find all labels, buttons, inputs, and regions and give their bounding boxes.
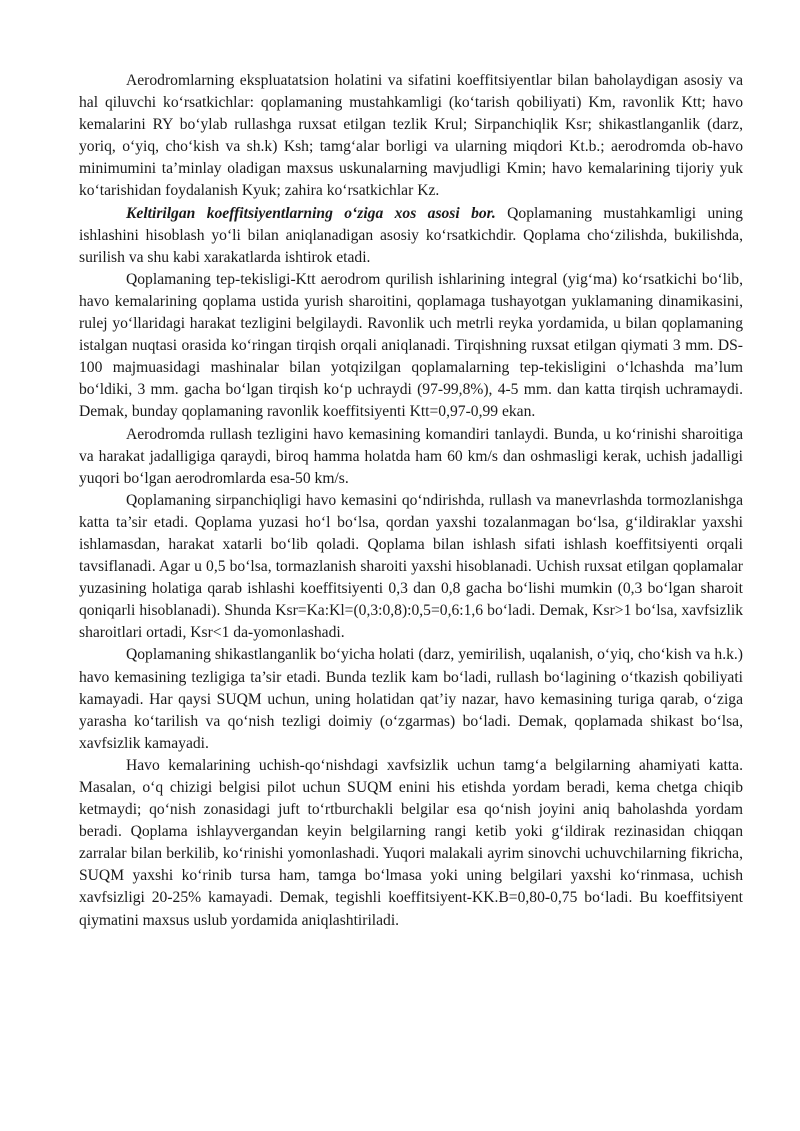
paragraph-5 xyxy=(79,490,743,645)
paragraph-2-lead: Keltirilgan koeffitsiyentlarning o‘ziga xos asosi bor. xyxy=(126,204,496,222)
paragraph-1 xyxy=(79,70,743,203)
paragraph-4-text: Aerodromda rullash tezligini havo kemasining komandiri tanlaydi. Bunda, u ko‘rinishi sharoitiga va harakat jadalligiga qaraydi, biroq hamma holatda ham 60 km/s dan oshmasligi kerak, uchish jadalligi yuqori bo‘lgan aerodromlarda esa-50 km/s. xyxy=(79,425,743,487)
paragraph-3-text: Qoplamaning tep-tekisligi-Ktt aerodrom qurilish ishlarining integral (yig‘ma) ko‘rsatkichi bo‘lib, havo kemalarining qoplama ustida yurish sharoitini, qoplamaga tushayotgan yuklamaning dinamikasini, rulej yo‘llaridagi harakat tezligini belgilaydi. Ravonlik uch metrli reyka yordamida, u bilan qoplamaning istalgan nuqtasi orasida ko‘ringan tirqish orqali aniqlanadi. Tirqishning ruxsat etilgan qiymati 3 mm. DS-100 majmuasidagi mashinalar bilan yotqizilgan qoplamalarning tep-tekisligini o‘lchashda ma’lum bo‘ldiki, 3 mm. gacha bo‘lgan tirqish ko‘p uchraydi (97-99,8%), 4-5 mm. dan katta tirqish uchramaydi. Demak, bunday qoplamaning ravonlik koeffitsiyenti Ktt=0,97-0,99 ekan. xyxy=(79,270,743,421)
paragraph-3 xyxy=(79,269,743,424)
paragraph-5-text: Qoplamaning sirpanchiqligi havo kemasini qo‘ndirishda, rullash va manevrlashda tormozlanishga katta ta’sir etadi. Qoplama yuzasi ho‘l bo‘lsa, qordan yaxshi tozalanmagan bo‘lsa, g‘ildiraklar yaxshi ishlamasdan, harakat xatarli bo‘lib qoladi. Qoplama bilan ishlash sifati ishlash koeffitsiyenti orqali tavsiflanadi. Agar u 0,5 bo‘lsa, tormazlanish sharoiti yaxshi hisoblanadi. Uchish ruxsat etilgan qoplamalar yuzasining holatiga qarab ishlashi koeffitsiyenti 0,3 dan 0,8 gacha bo‘lishi mumkin (0,3 bo‘lgan sharoit qoniqarli hisoblanadi). Shunda Ksr=Ka:Kl=(0,3:0,8):0,5=0,6:1,6 bo‘ladi. Demak, Ksr>1 bo‘lsa, xavfsizlik sharoitlari ortadi, Ksr<1 da-yomonlashadi. xyxy=(79,491,743,642)
paragraph-6 xyxy=(79,644,743,754)
paragraph-1-text: Aerodromlarning ekspluatatsion holatini va sifatini koeffitsiyentlar bilan baholaydigan asosiy va hal qiluvchi ko‘rsatkichlar: qoplamaning mustahkamligi (ko‘tarish qobiliyati) Km, ravonlik Ktt; havo kemalarini RY bo‘ylab rullashga ruxsat etilgan tezlik Krul; Sirpanchiqlik Ksr; shikastlanganlik (darz, yoriq, o‘yiq, cho‘kish va sh.k) Ksh; tamg‘alar borligi va ularning miqdori Kt.b.; aerodromda ob-havo minimumini ta’minlay oladigan maxsus uskunalarning mavjudligi Kmin; havo kemalarining tijoriy yuk ko‘tarishidan foydalanish Kyuk; zahira ko‘rsatkichlar Kz. xyxy=(79,72,743,200)
paragraph-7 xyxy=(79,755,743,932)
paragraph-2 xyxy=(79,203,743,269)
paragraph-4 xyxy=(79,424,743,490)
paragraph-2-text: Qoplamaning mustahkamligi uning ishlashini hisoblash yo‘li bilan aniqlanadigan asosiy ko‘rsatkichdir. Qoplama cho‘zilishda, bukilishda, surilish va shu kabi xarakatlarda ishtirok etadi. xyxy=(79,204,743,266)
document-page xyxy=(79,70,743,932)
paragraph-6-text: Qoplamaning shikastlanganlik bo‘yicha holati (darz, yemirilish, uqalanish, o‘yiq, cho‘kish va h.k.) havo kemasining tezligiga ta’sir etadi. Bunda tezlik kam bo‘ladi, rullash bo‘lagining o‘tkazish qobiliyati kamayadi. Har qaysi SUQM uchun, uning holatidan qat’iy nazar, havo kemasining turiga qarab, o‘ziga yarasha ko‘tarilish va qo‘nish tezligi doimiy (o‘zgarmas) bo‘ladi. Demak, qoplamada shikast bo‘lsa, xavfsizlik kamayadi. xyxy=(79,646,743,752)
paragraph-7-text: Havo kemalarining uchish-qo‘nishdagi xavfsizlik uchun tamg‘a belgilarning ahamiyati katta. Masalan, o‘q chizigi belgisi pilot uchun SUQM enini his etishda yordam beradi, kema chetga chiqib ketmaydi; qo‘nish zonasidagi juft to‘rtburchakli belgilar esa qo‘nish joyini aniq baholashda yordam beradi. Qoplama ishlayvergandan keyin belgilarning rangi ketib yoki g‘ildirak rezinasidan chiqqan zarralar bilan berkilib, ko‘rinishi yomonlashadi. Yuqori malakali ayrim sinovchi uchuvchilarning fikricha, SUQM yaxshi ko‘rinib tursa ham, tamga bo‘lmasa yoki uning belgilari yaxshi ko‘rinmasa, uchish xavfsizligi 20-25% kamayadi. Demak, tegishli koeffitsiyent-KK.B=0,80-0,75 bo‘ladi. Bu koeffitsiyent qiymatini maxsus uslub yordamida aniqlashtiriladi. xyxy=(79,756,743,929)
